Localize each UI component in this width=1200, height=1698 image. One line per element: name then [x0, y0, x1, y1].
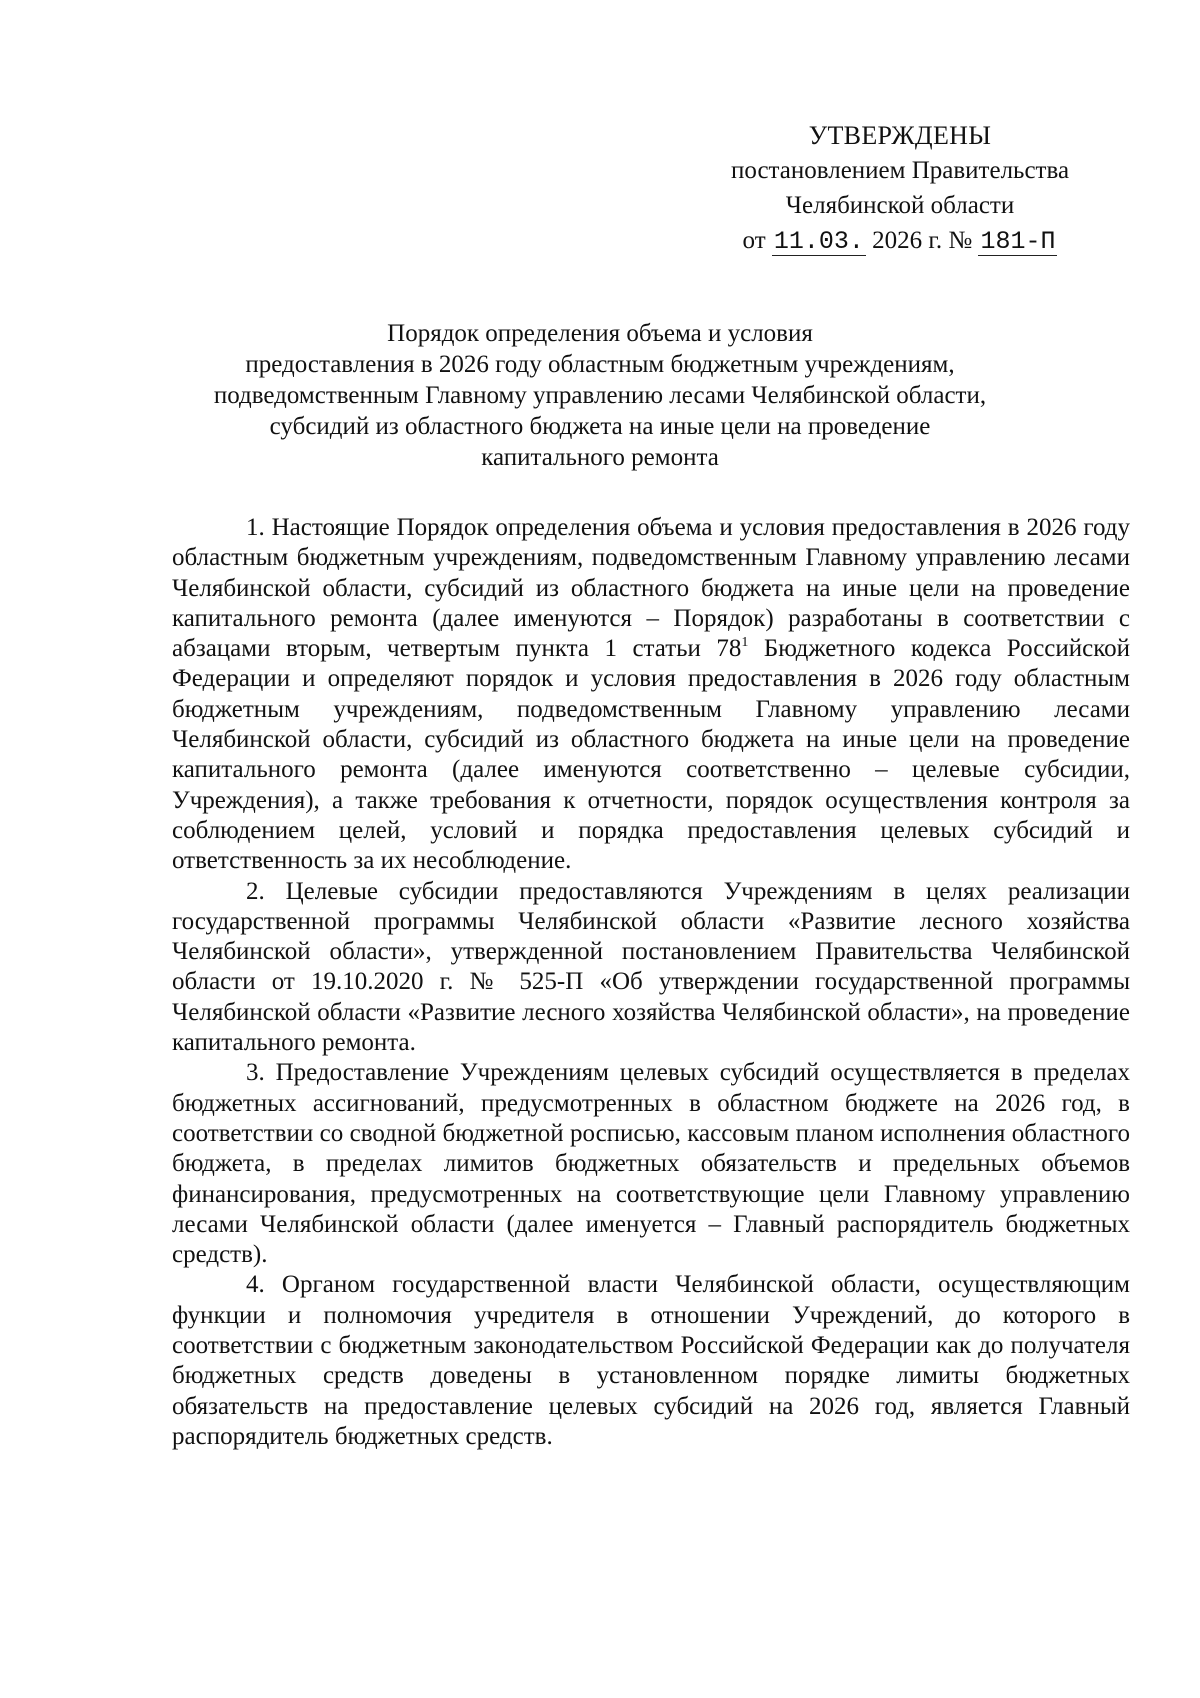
- document-body: [172, 513, 1130, 1452]
- title-line-1: Порядок определения объема и условия: [387, 320, 813, 347]
- paragraph-3: 3. Предоставление Учреждениям целевых субсидий осуществляется в пределах бюджетных ассигнований, предусмотренных в областном бюджете на 2026 год, в соответствии со сводной бюджетной росписью, кассовым планом исполнения областного бюджета, в пределах лимитов бюджетных обязательств и предельных объемов финансирования, предусмотренных на соответствующие цели Главному управлению лесами Челябинской области (далее именуется – Главный распорядитель бюджетных средств).: [172, 1059, 1130, 1269]
- approval-heading: УТВЕРЖДЕНЫ: [808, 121, 992, 150]
- date-prefix: от: [742, 227, 766, 254]
- approval-line-2: Челябинской области: [785, 192, 1015, 219]
- approval-stamp: [700, 118, 1100, 258]
- date-year: 2026 г. №: [872, 227, 973, 254]
- title-line-2: предоставления в 2026 году областным бюджетным учреждениям,: [245, 351, 955, 378]
- paragraph-1-text-b: Бюджетного кодекса Российской Федерации и определяют порядок и условия предоставления в 2026 году областным бюджетным учреждениям, подведомственным Главному управлению лесами Челябинской области, субсидий из областного бюджета на иные цели на проведение капитального ремонта (далее именуются соответственно – целевые субсидии, Учреждения), а также требования к отчетности, порядок осуществления контроля за соблюдением целей, условий и порядка предоставления целевых субсидий и ответственность за их несоблюдение.: [172, 635, 1130, 875]
- handwritten-date: 11.03.: [773, 227, 864, 256]
- paragraph-1-text-a: 1. Настоящие Порядок определения объема и условия предоставления в 2026 году областным бюджетным учреждениям, подведомственным Главному управлению лесами Челябинской области, субсидий из областного бюджета на иные цели на проведение капитального ремонта (далее именуются – Порядок) разработаны в соответствии с абзацами вторым, четвертым пункта 1 статьи 78: [172, 514, 1130, 663]
- approval-line-1: постановлением Правительства: [730, 157, 1070, 184]
- title-line-3: подведомственным Главному управлению лесами Челябинской области,: [213, 382, 987, 409]
- superscript-index: 1: [741, 635, 749, 651]
- paragraph-2: 2. Целевые субсидии предоставляются Учреждениям в целях реализации государственной программы Челябинской области «Развитие лесного хозяйства Челябинской области», утвержденной постановлением Правительства Челябинской области от 19.10.2020 г. № 525-П «Об утверждении государственной программы Челябинской области «Развитие лесного хозяйства Челябинской области», на проведение капитального ремонта.: [172, 877, 1130, 1057]
- handwritten-number: 181-П: [980, 227, 1056, 256]
- paragraph-4: 4. Органом государственной власти Челябинской области, осуществляющим функции и полномочия учредителя в отношении Учреждений, до которого в соответствии с бюджетным законодательством Российской Федерации как до получателя бюджетных средств доведены в установленном порядке лимиты бюджетных обязательств на предоставление целевых субсидий на 2026 год, является Главный распорядитель бюджетных средств.: [172, 1271, 1130, 1450]
- title-line-5: капитального ремонта: [481, 444, 719, 471]
- title-line-4: субсидий из областного бюджета на иные цели на проведение: [269, 413, 931, 440]
- paragraph-1: [172, 513, 1130, 877]
- document-title: [160, 318, 1040, 473]
- approval-date-line: [700, 223, 1100, 258]
